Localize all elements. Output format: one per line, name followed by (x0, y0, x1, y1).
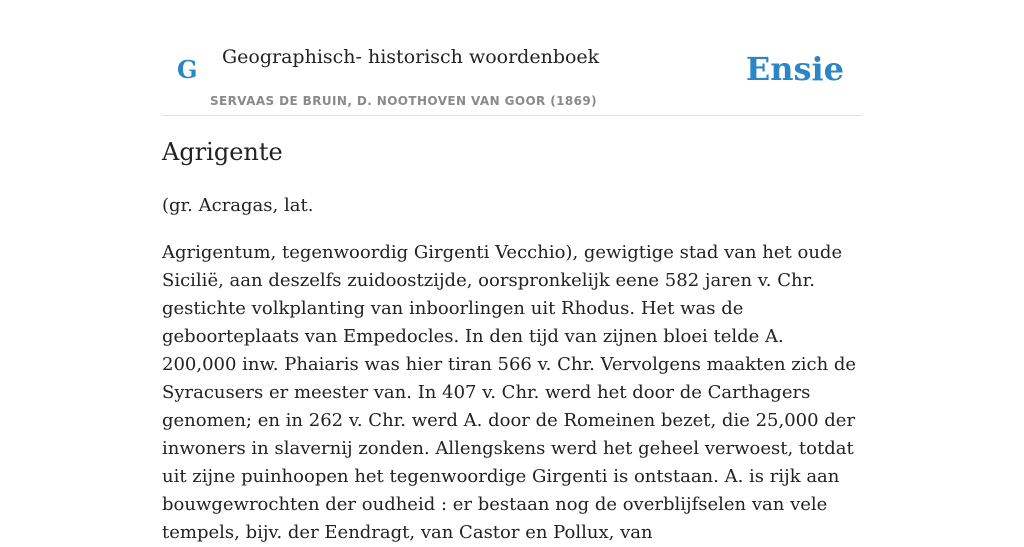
entry-paragraph: Agrigentum, tegenwoordig Girgenti Vecchio), gewigtige stad van het oude Sicilië, aan deszelfs zuidoostzijde, oorspronkelijk eene 582 jaren v. Chr. gestichte volkplanting van inboorlingen uit Rhodus. Het was de geboorteplaats van Empedocles. In den tijd van zijnen bloei telde A. 200,000 inw. Phaiaris was hier tiran 566 v. Chr. Vervolgens maakten zich de Syracusers er meester van. In 407 v. Chr. werd het door de Carthagers genomen; en in 262 v. Chr. werd A. door de Romeinen bezet, die 25,000 der inwoners in slavernij zonden. Allengskens werd het geheel verwoest, totdat uit zijne puinhoopen het tegenwoordige Girgenti is ontstaan. A. is rijk aan bouwgewrochten der oudheid : er bestaan nog de overblijfselen van vele tempels, bijv. der Eendragt, van Castor en Pollux, van (162, 242, 857, 543)
entry-paragraph: (gr. Acragas, lat. (162, 195, 314, 216)
book-header (162, 0, 862, 116)
brand-logo[interactable]: Ensie (745, 50, 844, 88)
entry-title: Agrigente (162, 138, 283, 166)
book-authors: SERVAAS DE BRUIN, D. NOOTHOVEN VAN GOOR (1869) (210, 94, 598, 108)
letter-index-link[interactable]: G (177, 55, 198, 84)
book-title-link[interactable]: Geographisch- historisch woordenboek (222, 46, 600, 68)
page-container (162, 0, 862, 543)
